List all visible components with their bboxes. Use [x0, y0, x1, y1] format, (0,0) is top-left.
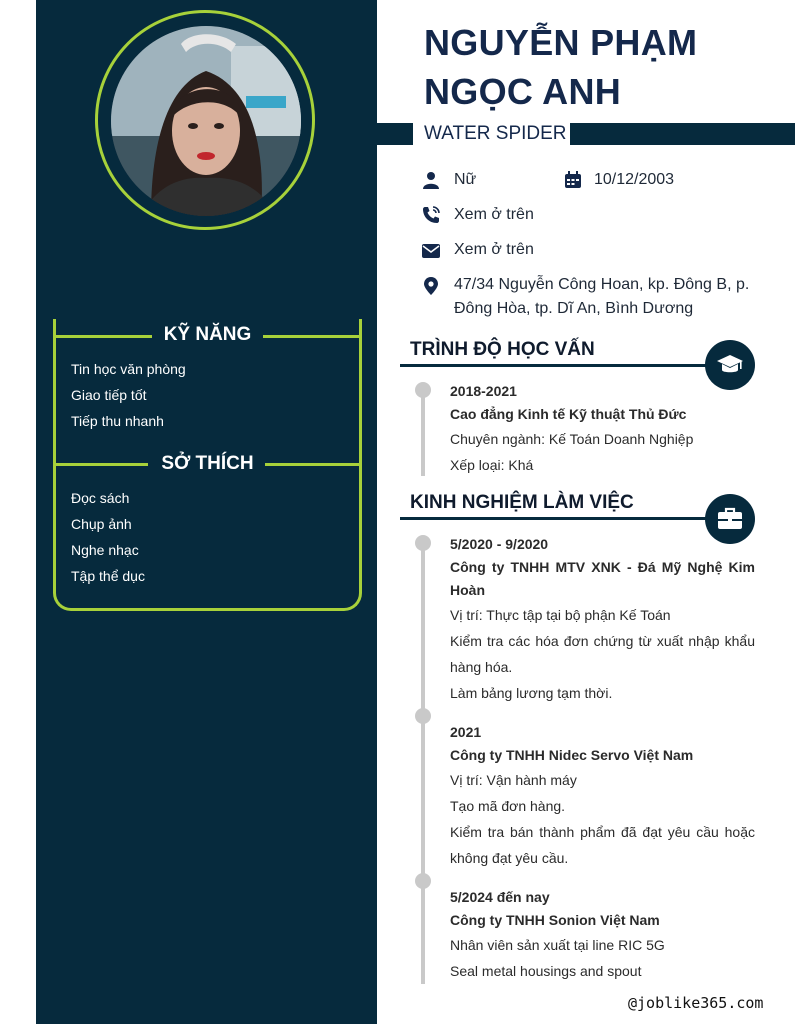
address-line-2: Đông Hòa, tp. Dĩ An, Bình Dương [454, 300, 694, 317]
entry-line: Vị trí: Vận hành máy [450, 772, 577, 788]
mail-icon [422, 242, 440, 260]
profile-photo [111, 26, 301, 216]
entry-date: 5/2020 - 9/2020 [450, 536, 549, 552]
hobbies-title: SỞ THÍCH [161, 453, 254, 474]
phone-value[interactable]: Xem ở trên [454, 206, 534, 223]
role-title: WATER SPIDER [413, 119, 570, 149]
entry-line: Kiểm tra các hóa đơn chứng từ xuất nhập khẩu hàng hóa. [450, 633, 755, 675]
entry-line: Làm bảng lương tạm thời. [450, 685, 613, 701]
entry-date: 5/2024 đến nay [450, 889, 550, 905]
experience-underline [400, 517, 720, 520]
skill-item: Tin học văn phòng [71, 361, 186, 377]
skills-list [71, 356, 186, 434]
timeline-dot [415, 873, 431, 889]
entry-org: Cao đẳng Kinh tế Kỹ thuật Thủ Đức [450, 406, 687, 422]
hobbies-list [71, 485, 145, 589]
education-underline [400, 364, 720, 367]
address-line-1: 47/34 Nguyễn Công Hoan, kp. Đông B, p. [454, 276, 750, 293]
entry-line: Vị trí: Thực tập tại bộ phận Kế Toán [450, 607, 671, 623]
skill-item: Giao tiếp tốt [71, 387, 147, 403]
gender-value: Nữ [454, 171, 477, 188]
entry-line: Tạo mã đơn hàng. [450, 798, 566, 814]
experience-entry [450, 885, 755, 984]
timeline-dot [415, 535, 431, 551]
location-icon [422, 277, 440, 295]
entry-date: 2021 [450, 724, 482, 740]
hobby-item: Chụp ảnh [71, 516, 132, 532]
entry-org: Công ty TNHH MTV XNK - Đá Mỹ Nghệ Kim Hoàn [450, 559, 755, 598]
education-title: TRÌNH ĐỘ HỌC VẤN [410, 339, 595, 360]
entry-org: Công ty TNHH Sonion Việt Nam [450, 912, 660, 928]
entry-line: Seal metal housings and spout [450, 963, 642, 979]
education-timeline [421, 390, 425, 476]
candidate-name [424, 18, 697, 116]
footer-watermark: @joblike365.com [628, 994, 764, 1012]
hobby-item: Đọc sách [71, 490, 130, 506]
hobby-item: Nghe nhạc [71, 542, 139, 558]
education-entry [450, 379, 755, 478]
name-line-2: NGỌC ANH [424, 71, 622, 112]
experience-entry [450, 532, 755, 706]
calendar-icon [564, 171, 582, 189]
briefcase-icon [717, 507, 743, 531]
entry-line: Kiểm tra bán thành phẩm đã đạt yêu cầu hoặc không đạt yêu cầu. [450, 824, 755, 866]
email-value[interactable]: Xem ở trên [454, 241, 534, 258]
skills-title: KỸ NĂNG [163, 324, 252, 345]
graduation-cap-icon [716, 353, 744, 377]
address-value [454, 273, 749, 321]
user-icon [422, 171, 440, 189]
experience-entry [450, 720, 755, 871]
hobby-item: Tập thể dục [71, 568, 145, 584]
birthdate-value: 10/12/2003 [594, 171, 675, 188]
entry-line: Chuyên ngành: Kế Toán Doanh Nghiệp [450, 431, 694, 447]
experience-title: KINH NGHIỆM LÀM VIỆC [410, 492, 634, 513]
timeline-dot [415, 382, 431, 398]
phone-icon [422, 206, 440, 224]
entry-line: Xếp loại: Khá [450, 457, 534, 473]
entry-line: Nhân viên sản xuất tại line RIC 5G [450, 937, 665, 953]
entry-org: Công ty TNHH Nidec Servo Việt Nam [450, 747, 694, 763]
entry-date: 2018-2021 [450, 383, 517, 399]
experience-timeline [421, 543, 425, 984]
timeline-dot [415, 708, 431, 724]
avatar [111, 26, 301, 216]
name-line-1: NGUYỄN PHẠM [424, 22, 698, 63]
skill-item: Tiếp thu nhanh [71, 413, 164, 429]
